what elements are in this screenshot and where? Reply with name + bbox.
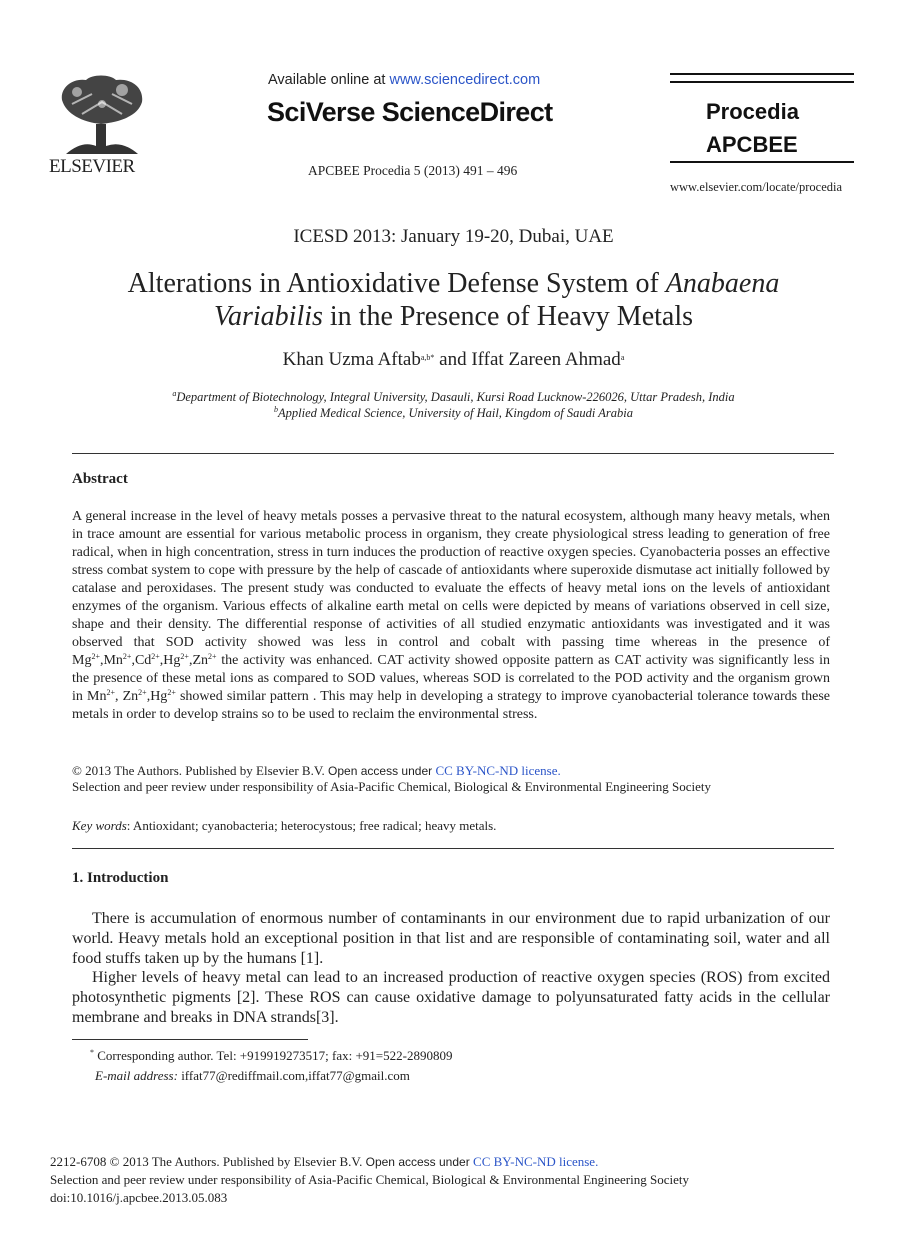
conference-line: ICESD 2013: January 19-20, Dubai, UAE bbox=[293, 226, 614, 247]
introduction-heading: 1. Introduction bbox=[72, 870, 169, 886]
abstract-text: A general increase in the level of heavy metals posses a pervasive threat to the natural ecosystem, although many heavy metals, when in trace amount are essential for various metabolic process in organism, they create physiological stress leading to generation of free radical, when in high concentration, stress in turn induces the production of reactive oxygen species. Cyanobacteria posses an effective stress combat system to cope with pressure by the help of cascade of antioxidants where superoxide dismutase act initially followed by catalase and peroxidases. The present study was conducted to evaluate the effects of heavy metal ions on the levels of antioxidant enzymes of the organism. Various effects of alkaline earth metal on cells were depicted by means of variations observed in cell size, shape and their density. The differential response of activities of all studied enzymatic antioxidants was investigated and it was observed that SOD activity showed was less in control and cobalt with passing time whereas in the presence of $Mg^{2+},Mn^{2+},Cd^{2+},Hg^{2+},Zn^{2+}$ the activity was enhanced. CAT activity showed opposite pattern as CAT activity was significantly less in the presence of these metal ions as compared to SOD values, whereas SOD is correlated to the POD activity and the organism grown in $Mn^{2+}$, $Zn^{2+},Hg^{2+}$ showed similar pattern . This may help in developing a strategy to improve cyanobacterial tolerance towards these metals in order to develop strains so to be used to reclaim the environmental stress. bbox=[72, 509, 830, 722]
publisher-name: ELSEVIER bbox=[49, 156, 135, 177]
ion-symbol: Mn bbox=[103, 653, 123, 668]
available-online: Available online at www.sciencedirect.com bbox=[268, 72, 541, 88]
journal-logo-rule bbox=[670, 73, 854, 75]
authors: Khan Uzma Aftab$^{a,b*}$ and Iffat Zareen Ahmad$^a$ bbox=[282, 349, 625, 370]
ion-symbol: Hg bbox=[150, 689, 168, 704]
paper-title: Alterations in Antioxidative Defense System of Anabaena Variabilis in the Presence of Heavy Metals bbox=[127, 268, 780, 332]
footer-license-link[interactable]: CC BY-NC-ND license. bbox=[473, 1154, 599, 1169]
ion-symbol: Cd bbox=[134, 653, 152, 668]
journal-citation: APCBEE Procedia 5 (2013) 491 – 496 bbox=[308, 163, 518, 178]
journal-logo-text: Procedia APCBEE bbox=[706, 99, 799, 157]
intro-paragraph-2: Higher levels of heavy metal can lead to an increased production of reactive oxygen species (ROS) from excited photosynthetic pigments [2]. These ROS can cause oxidative damage to polyunsaturated fatty acids in the cellular membrane and breaks in DNA strands[3]. bbox=[72, 969, 830, 1026]
platform-name: SciVerse ScienceDirect bbox=[267, 97, 553, 127]
divider bbox=[72, 453, 834, 454]
divider bbox=[72, 848, 834, 849]
email-line: E-mail address: iffat77@rediffmail.com,iffat77@gmail.com bbox=[95, 1068, 410, 1083]
doi[interactable]: doi:10.1016/j.apcbee.2013.05.083 bbox=[50, 1190, 228, 1205]
ion-charge: 2+ bbox=[180, 652, 189, 661]
ion-list: $Mg^{2+},Mn^{2+},Cd^{2+},Hg^{2+},Zn^{2+}$ bbox=[72, 652, 217, 668]
keywords: Key words: Antioxidant; cyanobacteria; heterocystous; free radical; heavy metals. bbox=[72, 818, 497, 833]
footnote-rule bbox=[72, 1039, 308, 1040]
locate-url[interactable]: www.elsevier.com/locate/procedia bbox=[670, 180, 843, 194]
corresponding-author: * Corresponding author. Tel: +919919273517; fax: +91=522-2890809 bbox=[90, 1048, 453, 1063]
ion-charge: 2+ bbox=[208, 652, 217, 661]
intro-paragraph-1: There is accumulation of enormous number of contaminants in our environment due to rapid urbanization of our world. Heavy metals hold an exceptional position in that list and are responsible of contaminating soil, water and all food stuffs taken up by the humans [1]. bbox=[72, 910, 830, 967]
affiliation-b: $^b$Applied Medical Science, University of Hail, Kingdom of Saudi Arabia bbox=[274, 405, 633, 420]
ion-list: $Mn^{2+}$, $Zn^{2+},Hg^{2+}$ bbox=[87, 688, 176, 704]
ion-charge: 2+ bbox=[91, 652, 100, 661]
email-address[interactable]: iffat77@rediffmail.com,iffat77@gmail.com bbox=[181, 1068, 410, 1083]
journal-logo-box bbox=[670, 73, 854, 165]
copyright-line: © 2013 The Authors. Published by Elsevier B.V. Open access under CC BY-NC-ND license. bbox=[72, 763, 561, 778]
ion-symbol: Hg bbox=[163, 653, 181, 668]
journal-logo-rule bbox=[670, 161, 854, 163]
ion-symbol: Zn bbox=[192, 653, 208, 668]
footer-copyright: 2212-6708 © 2013 The Authors. Published by Elsevier B.V. Open access under CC BY-NC-ND license. bbox=[50, 1154, 599, 1169]
ion-symbol: Mn bbox=[87, 689, 107, 704]
license-link[interactable]: CC BY-NC-ND license. bbox=[435, 763, 561, 778]
ion-symbol: Mg bbox=[72, 653, 92, 668]
ion-charge: 2+ bbox=[151, 652, 160, 661]
peer-review-line: Selection and peer review under responsibility of Asia-Pacific Chemical, Biological & Environmental Engineering Society bbox=[72, 779, 711, 794]
ion-charge: 2+ bbox=[167, 688, 176, 697]
ion-charge: 2+ bbox=[138, 688, 147, 697]
abstract-heading: Abstract bbox=[72, 471, 128, 487]
footer-peer-review: Selection and peer review under responsibility of Asia-Pacific Chemical, Biological & Environmental Engineering Society bbox=[50, 1172, 689, 1187]
ion-charge: 2+ bbox=[122, 652, 132, 661]
ion-charge: 2+ bbox=[106, 688, 115, 697]
journal-logo-rule bbox=[670, 81, 854, 83]
sciencedirect-link[interactable]: www.sciencedirect.com bbox=[389, 72, 541, 88]
ion-symbol: Zn bbox=[122, 689, 139, 704]
affiliation-a: $^a$Department of Biotechnology, Integral University, Dasauli, Kursi Road Lucknow-226026, Uttar Pradesh, India bbox=[172, 389, 735, 404]
